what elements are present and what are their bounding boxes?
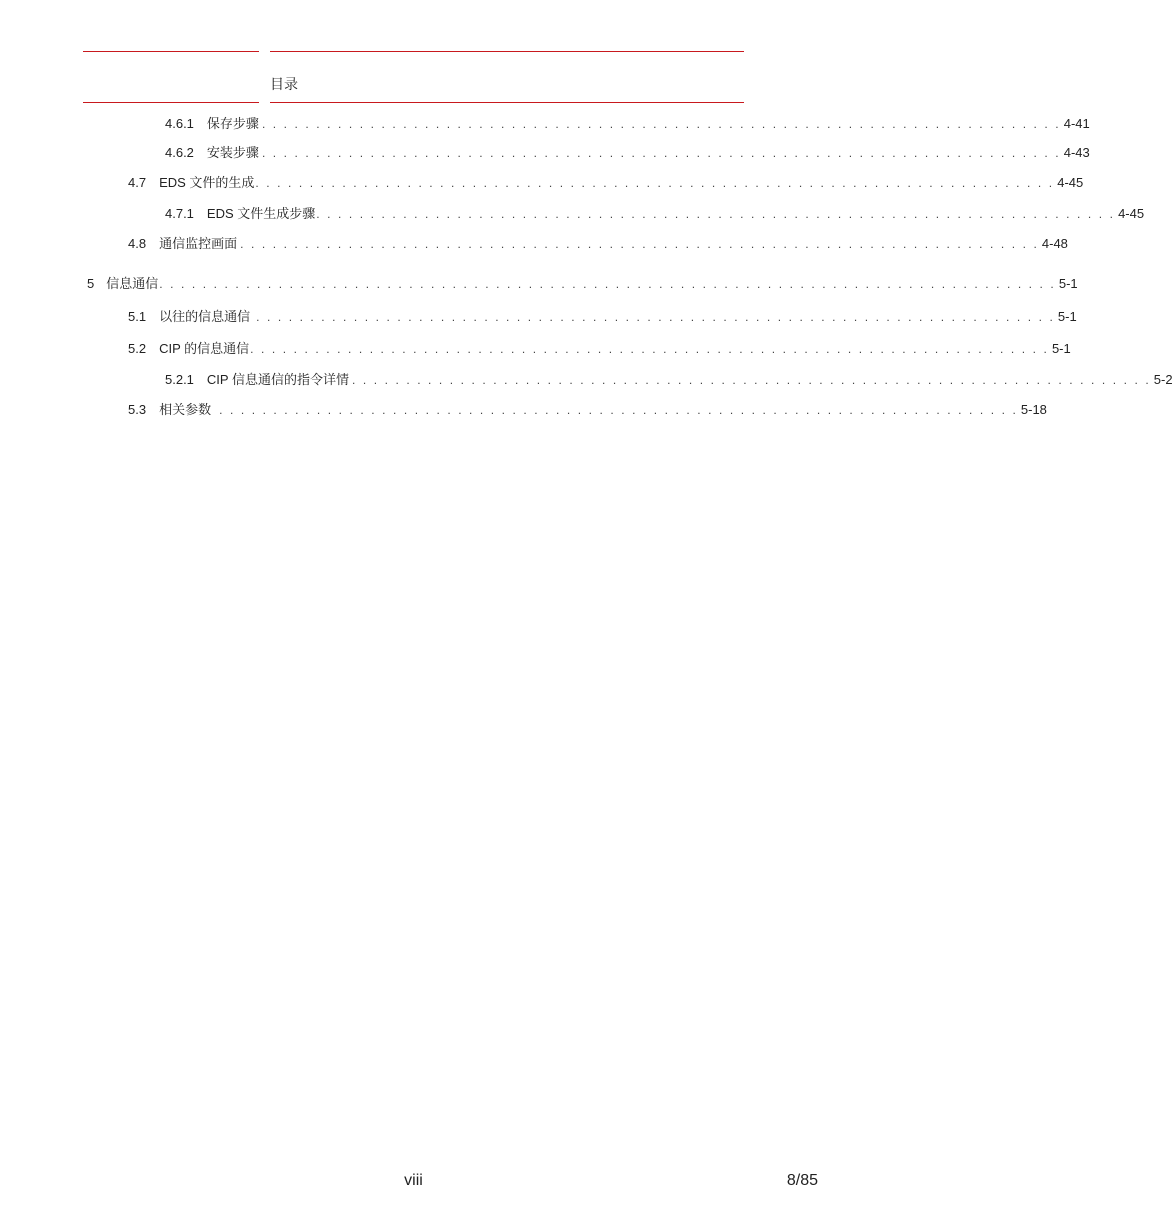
toc-entry[interactable] bbox=[165, 114, 1090, 132]
toc-leader-dots: . . . . . . . . . . . . . . . . . . . . . . . . . . . . . . . . . . . . . . . . . . . . . . . . . . . . . . . . . . . . . . . . . . . . . . . . . . bbox=[240, 237, 1039, 251]
toc-entry-page: 4-43 bbox=[1063, 145, 1090, 160]
toc-entry-page: 4-45 bbox=[1057, 175, 1084, 190]
toc-entry-page: 5-1 bbox=[1057, 309, 1077, 324]
toc-leader-dots: . . . . . . . . . . . . . . . . . . . . . . . . . . . . . . . . . . . . . . . . . . . . . . . . . . . . . . . . . . . . . . . . . . . . . . . . . . bbox=[316, 207, 1116, 221]
toc-entry-title: CIP 信息通信的指令详情 bbox=[206, 372, 349, 387]
toc-entry-number: 4.8 bbox=[128, 236, 147, 251]
toc-entry[interactable] bbox=[165, 370, 1173, 388]
toc-leader-dots: . . . . . . . . . . . . . . . . . . . . . . . . . . . . . . . . . . . . . . . . . . . . . . . . . . . . . . . . . . . . . . . . . . . . . . . . . . bbox=[351, 373, 1151, 387]
toc-leader-dots: . . . . . . . . . . . . . . . . . . . . . . . . . . . . . . . . . . . . . . . . . . . . . . . . . . . . . . . . . . . . . . . . . . . . . . . . . . bbox=[261, 146, 1061, 160]
toc-entry-title: 安装步骤 bbox=[206, 145, 259, 160]
header-rule-bottom-left bbox=[83, 102, 259, 103]
toc-entry[interactable] bbox=[165, 204, 1145, 222]
header-rule-top-right bbox=[270, 51, 744, 52]
toc-entry[interactable] bbox=[87, 274, 1078, 292]
toc-entry-title: 信息通信 bbox=[106, 276, 159, 291]
toc-leader-dots: . . . . . . . . . . . . . . . . . . . . . . . . . . . . . . . . . . . . . . . . . . . . . . . . . . . . . . . . . . . . . . . . . . . . . . . . . . bbox=[219, 403, 1018, 417]
toc-entry-page: 5-1 bbox=[1051, 341, 1071, 356]
toc-entry-number: 4.7 bbox=[128, 175, 147, 190]
toc-entry-page: 4-48 bbox=[1041, 236, 1068, 251]
toc-leader-dots: . . . . . . . . . . . . . . . . . . . . . . . . . . . . . . . . . . . . . . . . . . . . . . . . . . . . . . . . . . . . . . . . . . . . . . . . . . bbox=[250, 342, 1049, 356]
toc-entry-title: 通信监控画面 bbox=[159, 236, 238, 251]
toc-entry-number: 4.6.1 bbox=[165, 116, 194, 131]
toc-leader-dots: . . . . . . . . . . . . . . . . . . . . . . . . . . . . . . . . . . . . . . . . . . . . . . . . . . . . . . . . . . . . . . . . . . . . . . . . . . bbox=[261, 117, 1061, 131]
toc-entry-title: 以往的信息通信 bbox=[159, 309, 251, 324]
header-rule-bottom-right bbox=[270, 102, 744, 103]
toc-entry[interactable] bbox=[128, 400, 1047, 418]
toc-entry-page: 4-45 bbox=[1118, 206, 1145, 221]
toc-entry-number: 5 bbox=[87, 276, 95, 291]
toc-entry-page: 5-18 bbox=[1020, 402, 1047, 417]
toc-entry-title: CIP 的信息通信 bbox=[159, 341, 250, 356]
toc-entry[interactable] bbox=[128, 307, 1077, 325]
toc-leader-dots: . . . . . . . . . . . . . . . . . . . . . . . . . . . . . . . . . . . . . . . . . . . . . . . . . . . . . . . . . . . . . . . . . . . . . . . . . . bbox=[256, 310, 1055, 324]
header-rule-top-left bbox=[83, 51, 259, 52]
toc-entry-number: 5.2.1 bbox=[165, 372, 194, 387]
toc-entry-number: 4.7.1 bbox=[165, 206, 194, 221]
toc-leader-dots: . . . . . . . . . . . . . . . . . . . . . . . . . . . . . . . . . . . . . . . . . . . . . . . . . . . . . . . . . . . . . . . . . . . . . . . . . . bbox=[255, 176, 1055, 190]
toc-entry-title: EDS 文件生成步骤 bbox=[206, 206, 316, 221]
toc-entry[interactable] bbox=[128, 339, 1071, 357]
toc-entry[interactable] bbox=[128, 173, 1084, 191]
toc-entry-title: EDS 文件的生成 bbox=[159, 175, 255, 190]
toc-entry-number: 4.6.2 bbox=[165, 145, 194, 160]
toc-entry-number: 5.2 bbox=[128, 341, 147, 356]
toc-entry-title: 相关参数 bbox=[159, 402, 212, 417]
toc-entry-page: 5-2 bbox=[1153, 372, 1173, 387]
toc-entry-title: 保存步骤 bbox=[206, 116, 259, 131]
footer-page-count: 8/85 bbox=[786, 1172, 818, 1189]
footer-page-label: viii bbox=[404, 1172, 423, 1189]
toc-entry-page: 4-41 bbox=[1063, 116, 1090, 131]
toc-entry[interactable] bbox=[128, 234, 1068, 252]
toc-entry[interactable] bbox=[165, 143, 1090, 161]
toc-entry-page: 5-1 bbox=[1058, 276, 1078, 291]
toc-leader-dots: . . . . . . . . . . . . . . . . . . . . . . . . . . . . . . . . . . . . . . . . . . . . . . . . . . . . . . . . . . . . . . . . . . . . . . . . . . . . . . . . . . . bbox=[159, 277, 1056, 291]
header-title: 目录 bbox=[270, 76, 298, 92]
toc-entry-number: 5.3 bbox=[128, 402, 147, 417]
toc-entry-number: 5.1 bbox=[128, 309, 147, 324]
